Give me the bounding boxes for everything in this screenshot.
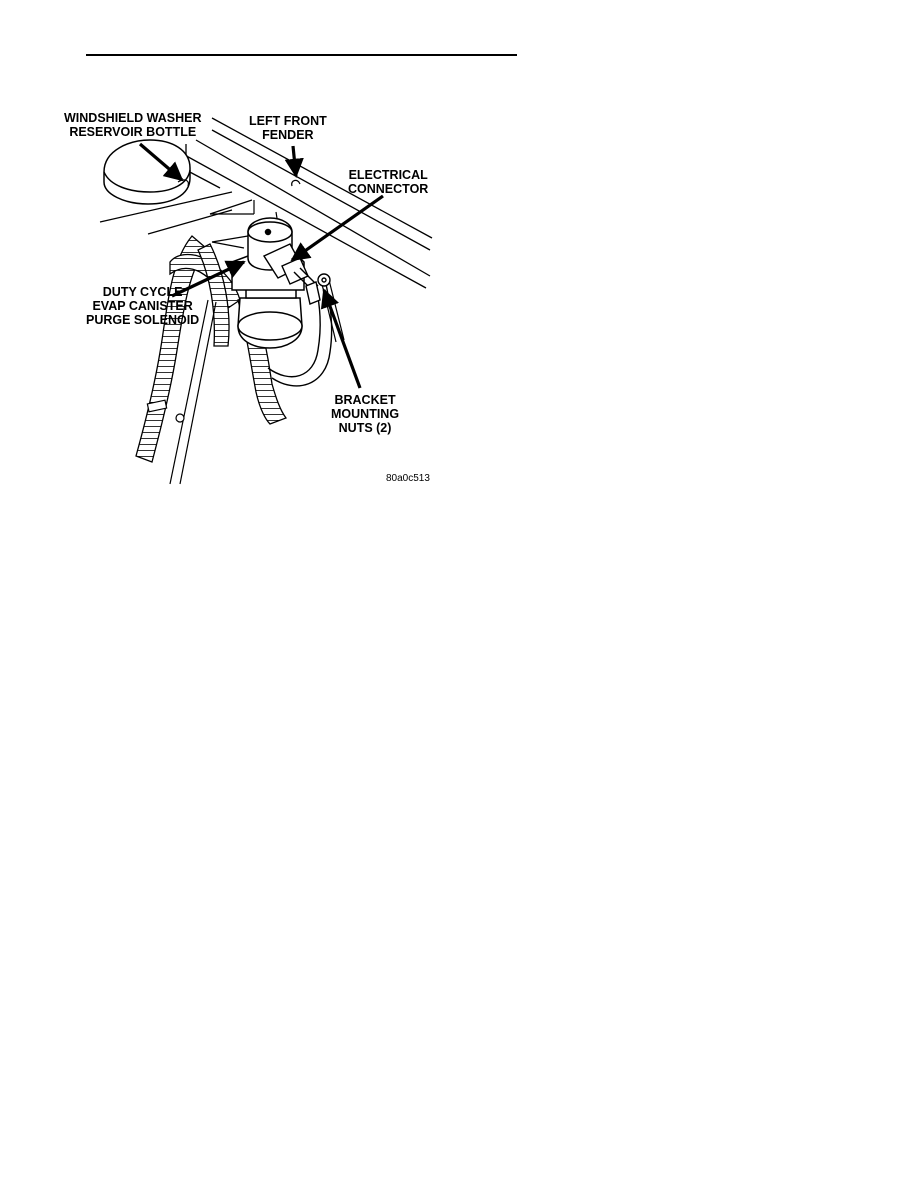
- fender-hook: [292, 180, 300, 186]
- bracket-nuts-arrow: [324, 290, 360, 388]
- left-fender-arrow: [293, 146, 296, 176]
- electrical-connector-arrow: [292, 196, 383, 260]
- electrical-connector-label: ELECTRICAL CONNECTOR: [348, 168, 429, 196]
- figure-id-code: 80a0c513: [386, 473, 430, 484]
- left-fender-label: LEFT FRONT FENDER: [249, 114, 327, 142]
- purge-solenoid-label: DUTY CYCLE EVAP CANISTER PURGE SOLENOID: [86, 285, 200, 327]
- washer-bottle-label: WINDSHIELD WASHER RESERVOIR BOTTLE: [64, 111, 202, 139]
- bracket-nuts-label: BRACKET MOUNTING NUTS (2): [331, 393, 400, 435]
